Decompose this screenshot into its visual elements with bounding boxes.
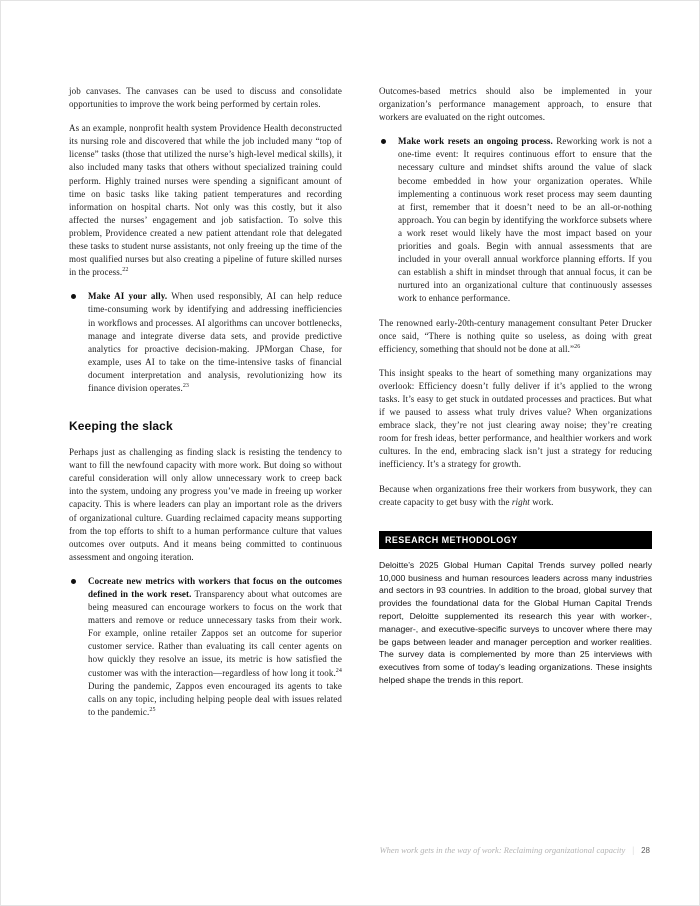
- bullet-text: When used responsibly, AI can help reduce time-consuming work by identifying and addressing inefficiencies in workflows and processes. AI algorithms can uncover bottlenecks, manage and integrate diverse data sets, and provide predictive analytics for proactive decision-making. JPMorgan Chase, for example, uses AI to take on the time-intensive tasks of financial document interpretation and analysis, revolutionizing how its finance division operates.: [88, 291, 342, 393]
- bullet-lead: Cocreate new metrics with workers that focus on the outcomes defined in the work reset.: [88, 575, 342, 599]
- footnote-ref: 24: [335, 667, 342, 674]
- paragraph: [379, 85, 652, 124]
- bullet-paragraph: [88, 290, 342, 395]
- footnote-ref: 23: [182, 382, 190, 389]
- right-column: [379, 85, 652, 730]
- paragraph: [379, 367, 652, 472]
- page-footer: [380, 845, 650, 855]
- paragraph-text: Perhaps just as challenging as finding slack is resisting the tendency to want to fill the newfound capacity with more work. But doing so without careful consideration will only allow unnecessary work to creep back into the system, undoing any progress you’ve made in freeing up worker capacity. This is where leaders can play an important role as the drivers of organizational culture. Guarding reclaimed capacity means supporting from the top efforts to shift to a human performance culture that values outcomes over outputs. And it means being committed to continuous assessment and ongoing iteration.: [69, 447, 342, 562]
- footer-separator: |: [632, 845, 635, 855]
- bullet-text: During the pandemic, Zappos even encouraged its agents to take calls on any topic, including helping people deal with issues related to the pandemic.: [88, 680, 342, 717]
- bullet-icon: [381, 139, 386, 144]
- footnote-ref: 25: [149, 706, 156, 713]
- bullet-lead: Make AI your ally.: [88, 291, 168, 302]
- paragraph-text: Because when organizations free their workers from busywork, they can create capacity to get busy with the: [379, 483, 652, 507]
- bullet-item: [379, 135, 652, 305]
- paragraph: [379, 483, 652, 509]
- paragraph-text: This insight speaks to the heart of something many organizations may overlook: Efficiency doesn’t fully deliver if it’s applied to the wrong tasks. It’s easy to get stuck in outdated processes and practices. But what if we paused to assess what truly drives value? When organizations embrace slack, they’re not just clearing away noise; they’re creating room for fresh ideas, better performance, and healthier workers and work cultures. In the end, embracing slack isn’t just a strategy for reducing inefficiency. It’s a strategy for growth.: [379, 367, 652, 470]
- bullet-item: [69, 290, 342, 395]
- footer-running-title: When work gets in the way of work: Reclaiming organizational capacity: [379, 845, 626, 855]
- bullet-text: Transparency about what outcomes are being measured can encourage workers to focus on the work that matters and remove or reduce unnecessary tasks from their work. For example, online retailer Zappos set an outcome for superior customer service. Rather than evaluating its call center agents on how quickly they resolve an issue, its metric is how satisfied the customer was with the interaction—regardless of how long it took.: [88, 589, 342, 678]
- paragraph: [69, 122, 342, 279]
- paragraph: [69, 85, 342, 111]
- bullet-icon: [71, 579, 76, 584]
- methodology-body: Deloitte’s 2025 Global Human Capital Trends survey polled nearly 10,000 business and human resources leaders across many industries and sectors in 93 countries. In addition to the broad, global survey that provides the foundational data for the Global Human Capital Trends report, Deloitte supplemented its research this year with worker-, manager-, and executive-specific surveys to uncover where there may be gaps between leader and manager perception and worker realities. The survey data is complemented by more than 25 interviews with executives from some of today’s leading organizations. These insights helped shape the trends in this report.: [379, 559, 652, 685]
- paragraph-text: As an example, nonprofit health system Providence Health deconstructed its nursing role and discovered that while the job included many “top of license” tasks (those that utilized the nurse’s high-level medical skills), it also included many tasks that others without specialized training could perform. Highly trained nurses were spending a significant amount of time on basic tasks like taking patient temperatures and recording information on hospital charts. Not only was this costly, but it also affected the nurses’ engagement and job satisfaction. To solve this problem, Providence created a new patient attendant role that delegated these tasks to student nurse assistants, not only freeing up the time of the most qualified nurses but also creating a pipeline of future skilled nurses in the process.: [69, 123, 342, 278]
- bullet-paragraph: [88, 575, 342, 719]
- two-column-layout: [69, 85, 652, 730]
- bullet-icon: [71, 294, 76, 299]
- paragraph-text: work.: [529, 496, 554, 507]
- bullet-lead: Make work resets an ongoing process.: [398, 136, 553, 147]
- research-methodology-section: [379, 531, 652, 687]
- paragraph-text: job canvases. The canvases can be used to discuss and consolidate opportunities to improve the work being performed by certain roles.: [69, 86, 342, 110]
- paragraph: [379, 317, 652, 356]
- page-number: 28: [641, 846, 650, 855]
- footnote-ref: 26: [574, 343, 581, 350]
- emphasized-word: right: [511, 496, 530, 507]
- bullet-text: Reworking work is not a one-time event: It requires continuous effort to ensure that the necessary culture and mindset shifts around the value of slack become embedded in how your organization operates. While implementing a continuous work reset process may seem daunting at first, remember that it doesn’t need to be an all-or-nothing approach. You can begin by identifying the workforce subsets where a work reset would likely have the most impact based on your priorities and goals. Begin with annual assessments that are included in your overall annual workforce planning efforts. If you can establish a shift in mindset through that annual focus, it can be nurtured into an organizational culture that continuously assesses work to enhance performance.: [398, 136, 652, 304]
- left-column: [69, 85, 342, 730]
- paragraph-text: The renowned early-20th-century management consultant Peter Drucker once said, “There is nothing quite so useless, as doing with great efficiency, something that should not be done at all.”: [379, 317, 652, 354]
- methodology-heading: RESEARCH METHODOLOGY: [379, 531, 652, 549]
- bullet-paragraph: [398, 135, 652, 305]
- paragraph-text: Outcomes-based metrics should also be implemented in your organization’s performance management approach, to ensure that workers are evaluated on the right outcomes.: [379, 86, 652, 123]
- footnote-ref: 22: [122, 267, 129, 274]
- bullet-item: [69, 575, 342, 719]
- paragraph: [69, 446, 342, 564]
- section-heading-keeping-the-slack: Keeping the slack: [69, 419, 173, 434]
